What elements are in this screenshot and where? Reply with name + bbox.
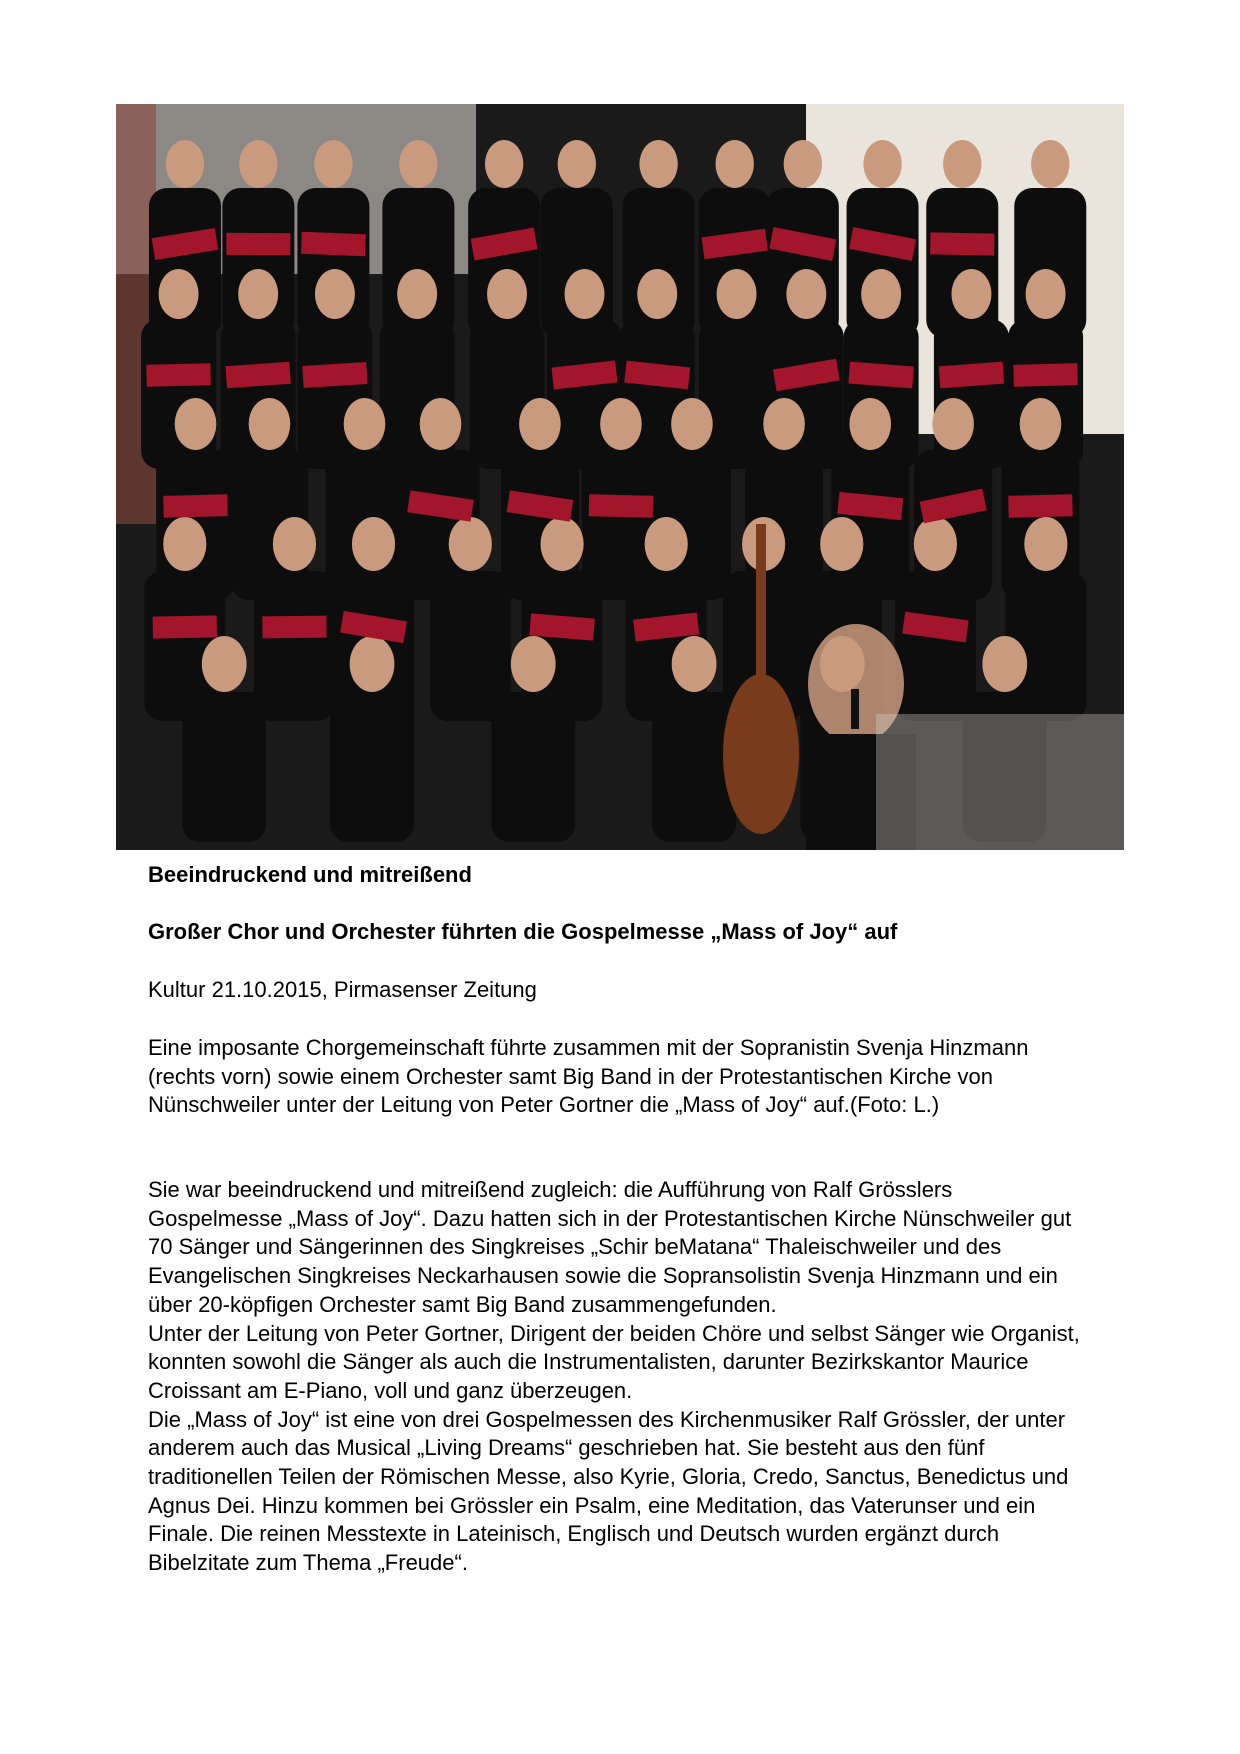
singer-head (849, 398, 891, 450)
article-paragraph: Die „Mass of Joy“ ist eine von drei Gospelmessen des Kirchenmusiker Ralf Grössler, der unter anderem auch das Musical „Living Dreams“ geschrieben hat. Sie besteht aus den fünf traditionellen Teilen der Römischen Messe, also Kyrie, Gloria, Credo, Sanctus, Benedictus und Agnus Dei. Hinzu kommen bei Grössler ein Psalm, eine Meditation, das Vaterunser und ein Finale. Die reinen Messtexte in Lateinisch, Englisch und Deutsch wurden ergänzt durch Bibelzitate zum Thema „Freude“. (148, 1406, 1069, 1576)
singer-head (352, 517, 395, 571)
singer-head (397, 269, 437, 319)
songbook (302, 362, 367, 388)
singer-head (540, 517, 583, 571)
singer-head (784, 140, 822, 188)
singer-head (1024, 517, 1067, 571)
songbook (153, 615, 217, 638)
choir-photo (116, 104, 1124, 850)
singer-head (487, 269, 527, 319)
singer-head (238, 269, 278, 319)
songbook (163, 494, 228, 518)
songbook (1008, 494, 1073, 518)
singer-head (519, 398, 561, 450)
singer-head (163, 517, 206, 571)
singer-head (820, 517, 863, 571)
singer-head (671, 398, 713, 450)
singer-body (491, 692, 575, 842)
singer-head (600, 398, 642, 450)
singer-head (449, 517, 492, 571)
singer-head (1020, 398, 1062, 450)
songbook (146, 363, 210, 386)
singer-head (861, 269, 901, 319)
photo-caption: Eine imposante Chorgemeinschaft führte zusammen mit der Sopranistin Svenja Hinzmann (rechts vorn) sowie einem Orchester samt Big Band in der Protestantischen Kirche von Nünschweiler unter der Leitung von Peter Gortner die „Mass of Joy“ auf.(Foto: L.) (148, 1035, 1029, 1118)
article-paragraph: Unter der Leitung von Peter Gortner, Dirigent der beiden Chöre und selbst Sänger wie Organist, konnten sowohl die Sänger als auch die Instrumentalisten, darunter Bezirkskantor Maurice Croissant am E-Piano, voll und ganz überzeugen. (148, 1320, 1080, 1403)
songbook (225, 362, 290, 388)
singer-body (330, 692, 414, 842)
singer-head (863, 140, 901, 188)
singer-head (1026, 269, 1066, 319)
singer-head (558, 140, 596, 188)
singer-head (951, 269, 991, 319)
singer-head (645, 517, 688, 571)
singer-head (344, 398, 386, 450)
singer-head (763, 398, 805, 450)
singer-head (485, 140, 523, 188)
singer-head (716, 140, 754, 188)
article-dateline: Kultur 21.10.2015, Pirmasenser Zeitung (148, 977, 537, 1002)
singer-body (254, 571, 335, 721)
songbook (939, 362, 1004, 389)
singer-head (943, 140, 981, 188)
singer-body (699, 319, 774, 469)
singer-head (511, 636, 556, 692)
singer-head (239, 140, 277, 188)
singer-head (399, 140, 437, 188)
singer-head (982, 636, 1027, 692)
article-headline: Beeindruckend und mitreißend (148, 862, 472, 887)
singer-head (166, 140, 204, 188)
songbook (262, 616, 326, 639)
article-subheadline: Großer Chor und Orchester führten die Gospelmesse „Mass of Joy“ auf (148, 919, 898, 944)
songbook (301, 232, 366, 256)
singer-head (637, 269, 677, 319)
singer-body (182, 692, 266, 842)
singer-head (350, 636, 395, 692)
singer-head (314, 140, 352, 188)
songbook (930, 232, 994, 255)
singer-head (932, 398, 974, 450)
singer-head (273, 517, 316, 571)
songbook (589, 494, 653, 517)
singer-body (895, 571, 976, 721)
singer-body (652, 692, 736, 842)
singer-body (221, 319, 296, 469)
songbook (226, 233, 290, 255)
singer-head (639, 140, 677, 188)
singer-head (1031, 140, 1069, 188)
article-paragraph: Sie war beeindruckend und mitreißend zugleich: die Aufführung von Ralf Grösslers Gospelmesse „Mass of Joy“. Dazu hatten sich in der Protestantischen Kirche Nünschweiler gut 70 Sänger und Sängerinnen des Singkreises „Schir beMatana“ Thaleischweiler und des Evangelischen Singkreises Neckarhausen sowie die Sopransolistin Svenja Hinzmann und ein über 20-köpfigen Orchester samt Big Band zusammengefunden. (148, 1177, 1072, 1317)
singer-head (420, 398, 462, 450)
songbook (1013, 363, 1078, 387)
singer-head (202, 636, 247, 692)
singer-head (175, 398, 217, 450)
singer-head (249, 398, 291, 450)
singer-head (315, 269, 355, 319)
singer-head (672, 636, 717, 692)
article-body (148, 1176, 1088, 1578)
singer-head (914, 517, 957, 571)
singer-head (565, 269, 605, 319)
choir-photo-illustration (116, 104, 1124, 850)
singer-head (717, 269, 757, 319)
music-stand (876, 714, 1124, 850)
singer-head (159, 269, 199, 319)
singer-head (786, 269, 826, 319)
singer-body (844, 319, 919, 469)
